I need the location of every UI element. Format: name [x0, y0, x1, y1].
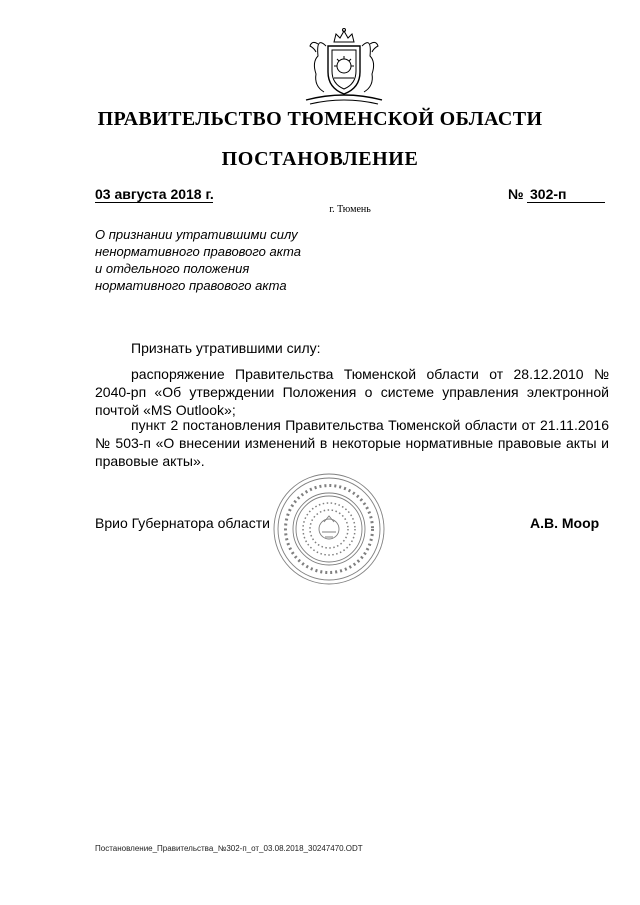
- coat-of-arms-emblem: [296, 26, 392, 106]
- number-underline: [527, 202, 605, 203]
- subject-line: ненормативного правового акта: [95, 244, 301, 259]
- subject-line: О признании утратившими силу: [95, 227, 298, 242]
- government-title: ПРАВИТЕЛЬСТВО ТЮМЕНСКОЙ ОБЛАСТИ: [97, 108, 543, 130]
- official-seal-stamp: [272, 472, 386, 586]
- document-type-title: ПОСТАНОВЛЕНИЕ: [221, 148, 419, 170]
- number-sign: №: [508, 186, 524, 202]
- body-intro: Признать утратившими силу:: [131, 340, 321, 356]
- subject-block: [95, 226, 355, 294]
- subject-line: нормативного правового акта: [95, 278, 287, 293]
- date-underline: [95, 202, 213, 203]
- footer-filename: Постановление_Правительства_№302-п_от_03.08.2018_30247470.ODT: [95, 844, 363, 853]
- signature-name: А.В. Моор: [530, 515, 600, 531]
- body-paragraph: пункт 2 постановления Правительства Тюменской области от 21.11.2016 № 503-п «О внесении изменений в некоторые нормативные правовые акты и правовые акты».: [95, 417, 609, 469]
- document-number: 302-п: [530, 186, 567, 202]
- body-paragraph: распоряжение Правительства Тюменской области от 28.12.2010 № 2040-рп «Об утверждении Положения о системе управления электронной почтой «MS Outlook»;: [95, 366, 609, 418]
- city-label: г. Тюмень: [329, 204, 371, 215]
- document-date: 03 августа 2018 г.: [95, 186, 214, 202]
- signature-position: Врио Губернатора области: [95, 515, 270, 531]
- subject-line: и отдельного положения: [95, 261, 250, 276]
